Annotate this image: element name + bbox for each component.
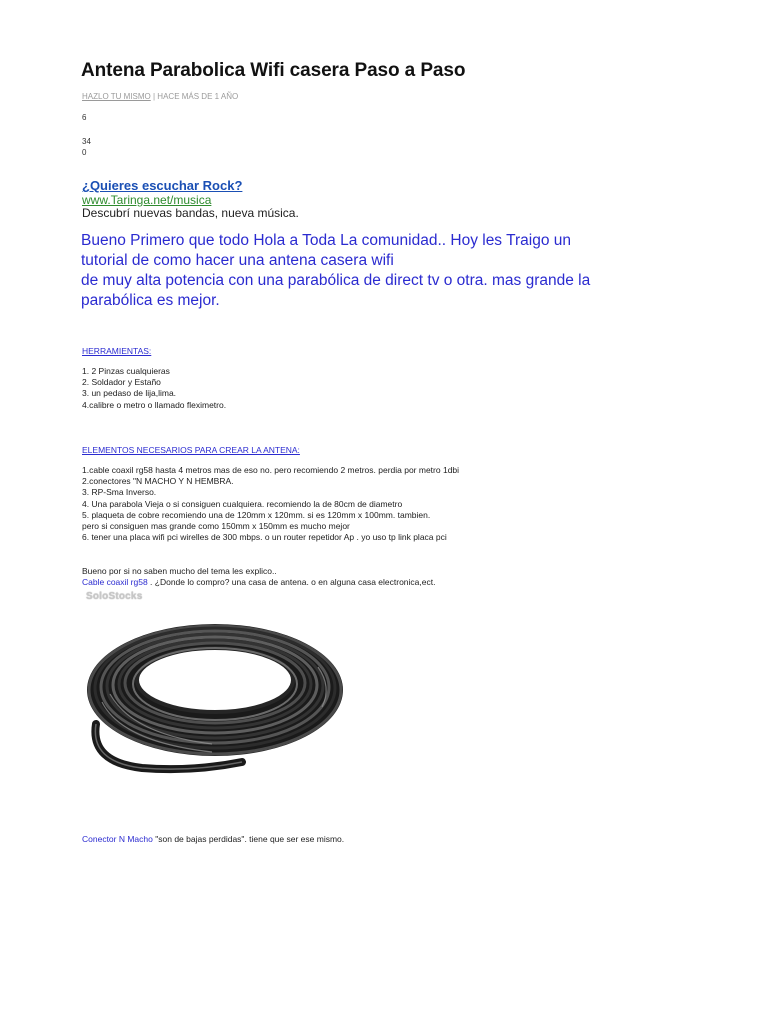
explain-intro: Bueno por si no saben mucho del tema les explico.. [82, 566, 277, 576]
list-item: 2. Soldador y Estaño [82, 377, 161, 388]
elementos-heading: ELEMENTOS NECESARIOS PARA CREAR LA ANTENA: [82, 445, 300, 455]
list-item: 4.calibre o metro o llamado fleximetro. [82, 399, 227, 410]
ad-description: Descubrí nuevas bandas, nueva música. [82, 206, 299, 220]
elementos-list [82, 465, 459, 543]
watermark-logo: SoloStocks [86, 591, 143, 602]
list-item: 6. tener una placa wifi pci wirelles de 300 mbps. o un router repetidor Ap . yo uso tp link placa pci [82, 532, 447, 543]
intro-line: de muy alta potencia con una parabólica de direct tv o otra. mas grande la [81, 272, 591, 289]
conector-text: "son de bajas perdidas". tiene que ser ese mismo. [152, 834, 345, 844]
list-item: 2.conectores "N MACHO Y N HEMBRA. [82, 476, 234, 487]
conector-link[interactable]: Conector N Macho [82, 834, 153, 844]
intro-line: parabólica es mejor. [81, 292, 220, 309]
herramientas-heading: HERRAMIENTAS: [82, 346, 152, 356]
list-item: pero si consiguen mas grande como 150mm x 150mm es mucho mejor [82, 521, 350, 532]
intro-line: Bueno Primero que todo Hola a Toda La comunidad.. Hoy les Traigo un [81, 232, 571, 249]
conector-line [82, 834, 344, 844]
intro-line: tutorial de como hacer una antena casera wifi [81, 252, 394, 269]
list-item: 3. un pedaso de lija,lima. [82, 388, 177, 399]
stat-count-1: 6 [82, 113, 87, 122]
article-meta [82, 92, 238, 101]
cable-link[interactable]: Cable coaxil rg58 [82, 577, 148, 587]
stat-count-3: 0 [82, 148, 87, 157]
herramientas-list [82, 366, 226, 411]
list-item: 4. Una parabola Vieja o si consiguen cualquiera. recomiendo la de 80cm de diametro [82, 498, 403, 509]
page-title: Antena Parabolica Wifi casera Paso a Paso [81, 60, 466, 81]
cable-line [82, 577, 435, 587]
list-item: 1.cable coaxil rg58 hasta 4 metros mas de eso no. pero recomiendo 2 metros. perdia por metro 1dbi [82, 465, 460, 475]
meta-separator: | [152, 92, 156, 101]
category-link[interactable]: HAZLO TU MISMO [82, 92, 151, 101]
intro-paragraph [81, 231, 681, 311]
list-item: 3. RP-Sma Inverso. [82, 487, 157, 498]
meta-time: HACE MÁS DE 1 AÑO [157, 92, 239, 101]
ad-url-link[interactable]: www.Taringa.net/musica [82, 193, 212, 207]
list-item: 5. plaqueta de cobre recomiendo una de 120mm x 120mm. si es 120mm x 100mm. tambien. [82, 509, 431, 520]
ad-title-link[interactable]: ¿Quieres escuchar Rock? [82, 178, 243, 193]
coaxial-cable-image [82, 612, 352, 792]
cable-text: . ¿Donde lo compro? una casa de antena. o en alguna casa electronica,ect. [147, 577, 436, 587]
stat-count-2: 34 [82, 137, 91, 146]
list-item: 1. 2 Pinzas cualquieras [82, 366, 170, 376]
